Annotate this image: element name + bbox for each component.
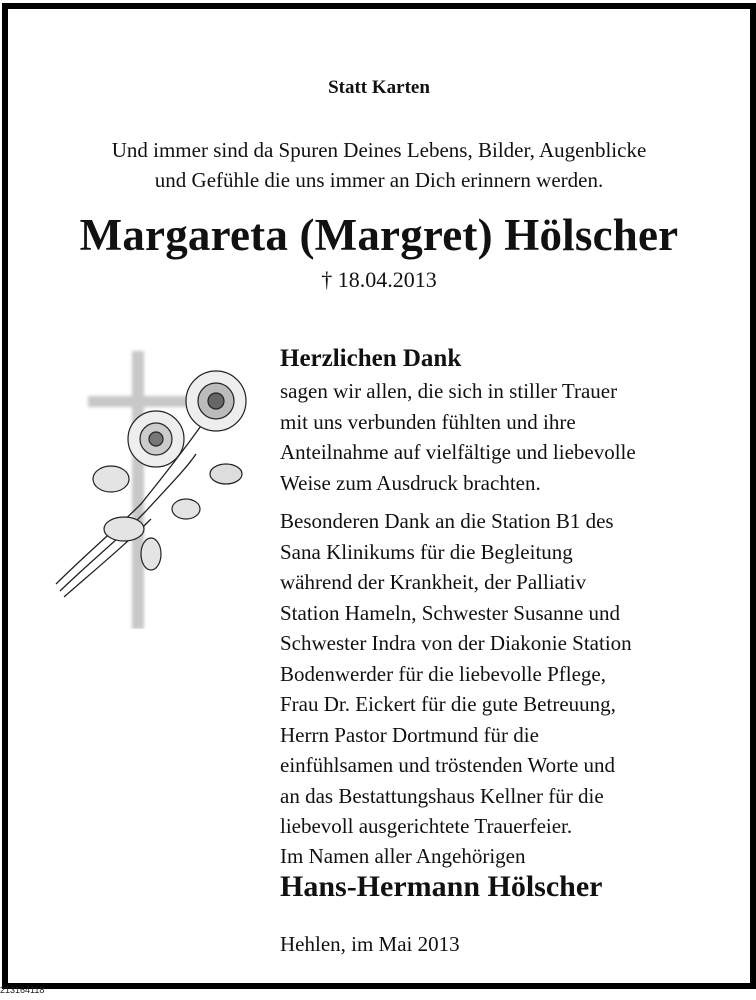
intro-line: Und immer sind da Spuren Deines Lebens, Bilder, Augenblicke xyxy=(111,138,647,162)
text-line: liebevoll ausgerichtete Trauerfeier. xyxy=(280,814,573,838)
text-line: während der Krankheit, der Palliativ xyxy=(280,570,587,594)
text-line: Frau Dr. Eickert für die gute Betreuung, xyxy=(280,692,616,716)
intro-text xyxy=(8,135,750,195)
signature-name: Hans-Hermann Hölscher xyxy=(280,870,603,903)
obituary-frame xyxy=(2,3,756,989)
text-line: Herrn Pastor Dortmund für die xyxy=(280,722,539,747)
text-line: Schwester Indra von der Diakonie Station xyxy=(280,631,632,655)
cross-with-roses-icon xyxy=(46,339,256,629)
place-date: Hehlen, im Mai 2013 xyxy=(280,932,460,956)
text-line: an das Bestattungshaus Kellner für die xyxy=(280,783,604,808)
text-line: Bodenwerder für die liebevolle Pflege, xyxy=(280,661,606,686)
text-line: Anteilnahme auf vielfältige und liebevolle xyxy=(280,440,636,464)
thanks-paragraph-1 xyxy=(280,376,636,498)
text-line: einfühlsamen und tröstenden Worte und xyxy=(280,753,616,777)
reference-number: 213164118 xyxy=(0,985,45,995)
deceased-name: Margareta (Margret) Hölscher xyxy=(79,210,679,260)
text-line: Sana Klinikums für die Begleitung xyxy=(280,539,573,564)
text-line: sagen wir allen, die sich in stiller Trauer xyxy=(280,379,618,403)
text-line: Weise zum Ausdruck brachten. xyxy=(280,470,541,495)
text-line: Besonderen Dank an die Station B1 des xyxy=(280,509,614,533)
thanks-heading: Herzlichen Dank xyxy=(280,345,462,372)
heading-statt-karten: Statt Karten xyxy=(328,77,430,98)
signature-prefix: Im Namen aller Angehörigen xyxy=(280,844,526,868)
text-line: mit uns verbunden fühlten und ihre xyxy=(280,409,576,434)
text-line: Station Hameln, Schwester Susanne und xyxy=(280,600,621,625)
intro-line: und Gefühle die uns immer an Dich erinnern werden. xyxy=(154,168,604,192)
thanks-paragraph-2 xyxy=(280,506,632,842)
death-date: † 18.04.2013 xyxy=(321,267,437,292)
